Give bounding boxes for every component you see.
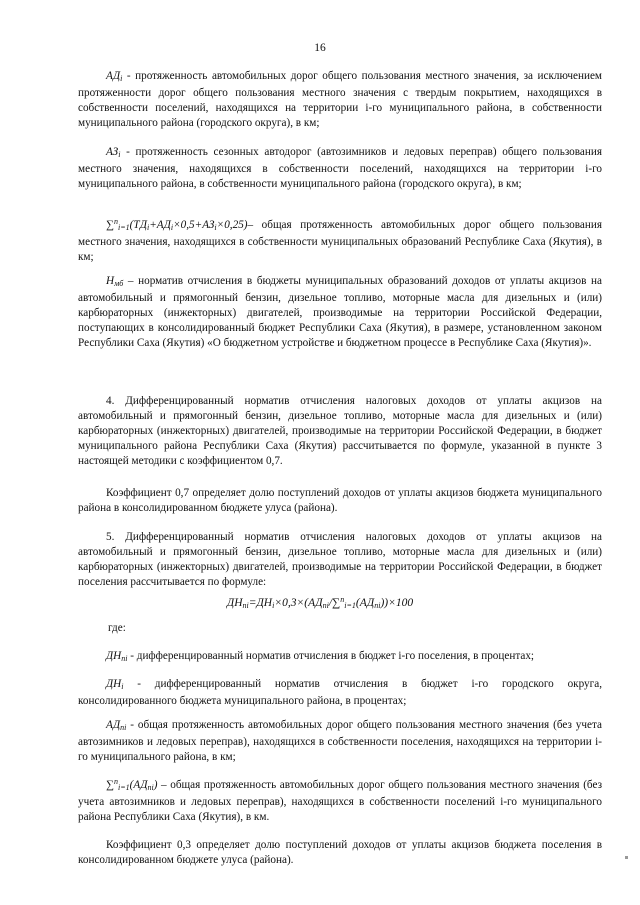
scan-speck [625,856,628,859]
paragraph-coefficient-07: Коэффициент 0,7 определяет долю поступлений доходов от уплаты акцизов бюджета муниципального района в консолидированном бюджете улуса (района). [78,487,602,514]
paragraph-adni-definition: $АД_{ni}$ - общая протяженность автомобильных дорог общего пользования местного значения (без учета автозимников и ледовых переправ), находящихся в собственности поселения, находящихся на территории i-го муниципального района, в км; [78,719,602,763]
paragraph-sum-adni-definition: $\sum^n_{i=1}(АД_{ni})$ – общая протяженность автомобильных дорог общего пользования местного значения (без учета автозимников и ледовых переправ), находящихся в собственности поселений i-го муниципального района Республики Саха (Якутия), в км. [78,777,602,823]
paragraph-az-definition: $АЗ_i$ - протяженность сезонных автодорог (автозимников и ледовых переправ) общего пользования местного значения, находящихся в собственности поселений, находящихся на территории i-го муниципального района, в собственности муниципального района (городского округа), в км; [78,146,602,190]
paragraph-ad-definition: $АД_i$ - протяженность автомобильных дорог общего пользования местного значения, за исключением протяженности дорог общего пользования местного значения с твердым покрытием, находящихся в собственности поселений, находящихся на территории i-го муниципального района, в собственности муниципального района (городского округа), в км; [78,70,602,129]
paragraph-dni-definition: $ДН_i$ - дифференцированный норматив отчисления в бюджет i-го городского округа, консолидированного бюджета муниципального района, в процентах; [78,678,602,707]
formula-dn: $ДН_{ni}=ДН_i\times 0,3\times(АД_{ni}/\sum^n_{i=1}(АД_{ni}))\times 100$ [226,595,414,610]
symbol-az: АЗ [106,146,119,158]
paragraph-coefficient-03: Коэффициент 0,3 определяет долю поступлений доходов от уплаты акцизов бюджета поселения в консолидированном бюджете улуса (района). [78,839,602,866]
paragraph-section-5: 5. Дифференцированный норматив отчисления налоговых доходов от уплаты акцизов на автомобильный и прямогонный бензин, дизельное топливо, моторные масла для дизельных и (или) карбюраторных (инжекторных) двигателей, производимые на территории Российской Федерации, в бюджет поселения рассчитывается по формуле: [78,531,602,588]
paragraph-sum-definition: $\sum^n_{i=1}(ТД_i+АД_i\times 0,5+АЗ_i\times 0,25)-$ общая протяженность автомобильных дорог общего пользования местного значения, находящихся в собственности муниципальных образований Республике Саха (Якутия), в км; [78,217,602,263]
paragraph-dnni-definition: $ДН_{ni}$ - дифференцированный норматив отчисления в бюджет i-го поселения, в процентах; [106,650,535,663]
page-number: 16 [314,42,326,54]
where-label: где: [108,622,126,634]
paragraph-nmb-definition: $Н_{мб}$ – норматив отчисления в бюджеты муниципальных образований доходов от уплаты акцизов на автомобильный и прямогонный бензин, дизельное топливо, моторные масла для дизельных и (или) карбюраторных (инжекторных) двигателей, производимые на территории Российской Федерации, поступающих в консолидированный бюджет Республики Саха (Якутия), в размере, установленном законом Республики Саха (Якутия) «О бюджетном устройстве и бюджетном процессе в Республике Саха (Якутия)». [78,275,602,349]
symbol-nmb: Н [106,275,115,287]
paragraph-section-4: 4. Дифференцированный норматив отчисления налоговых доходов от уплаты акцизов на автомобильный и прямогонный бензин, дизельное топливо, моторные масла для дизельных и (или) карбюраторных (инжекторных) двигателей, производимые на территории Российской Федерации, в бюджет муниципального района Республики Саха (Якутия) рассчитывается по формуле, указанной в пункте 3 настоящей методики с коэффициентом 0,7. [78,395,602,467]
symbol-ad: АД [106,70,121,82]
